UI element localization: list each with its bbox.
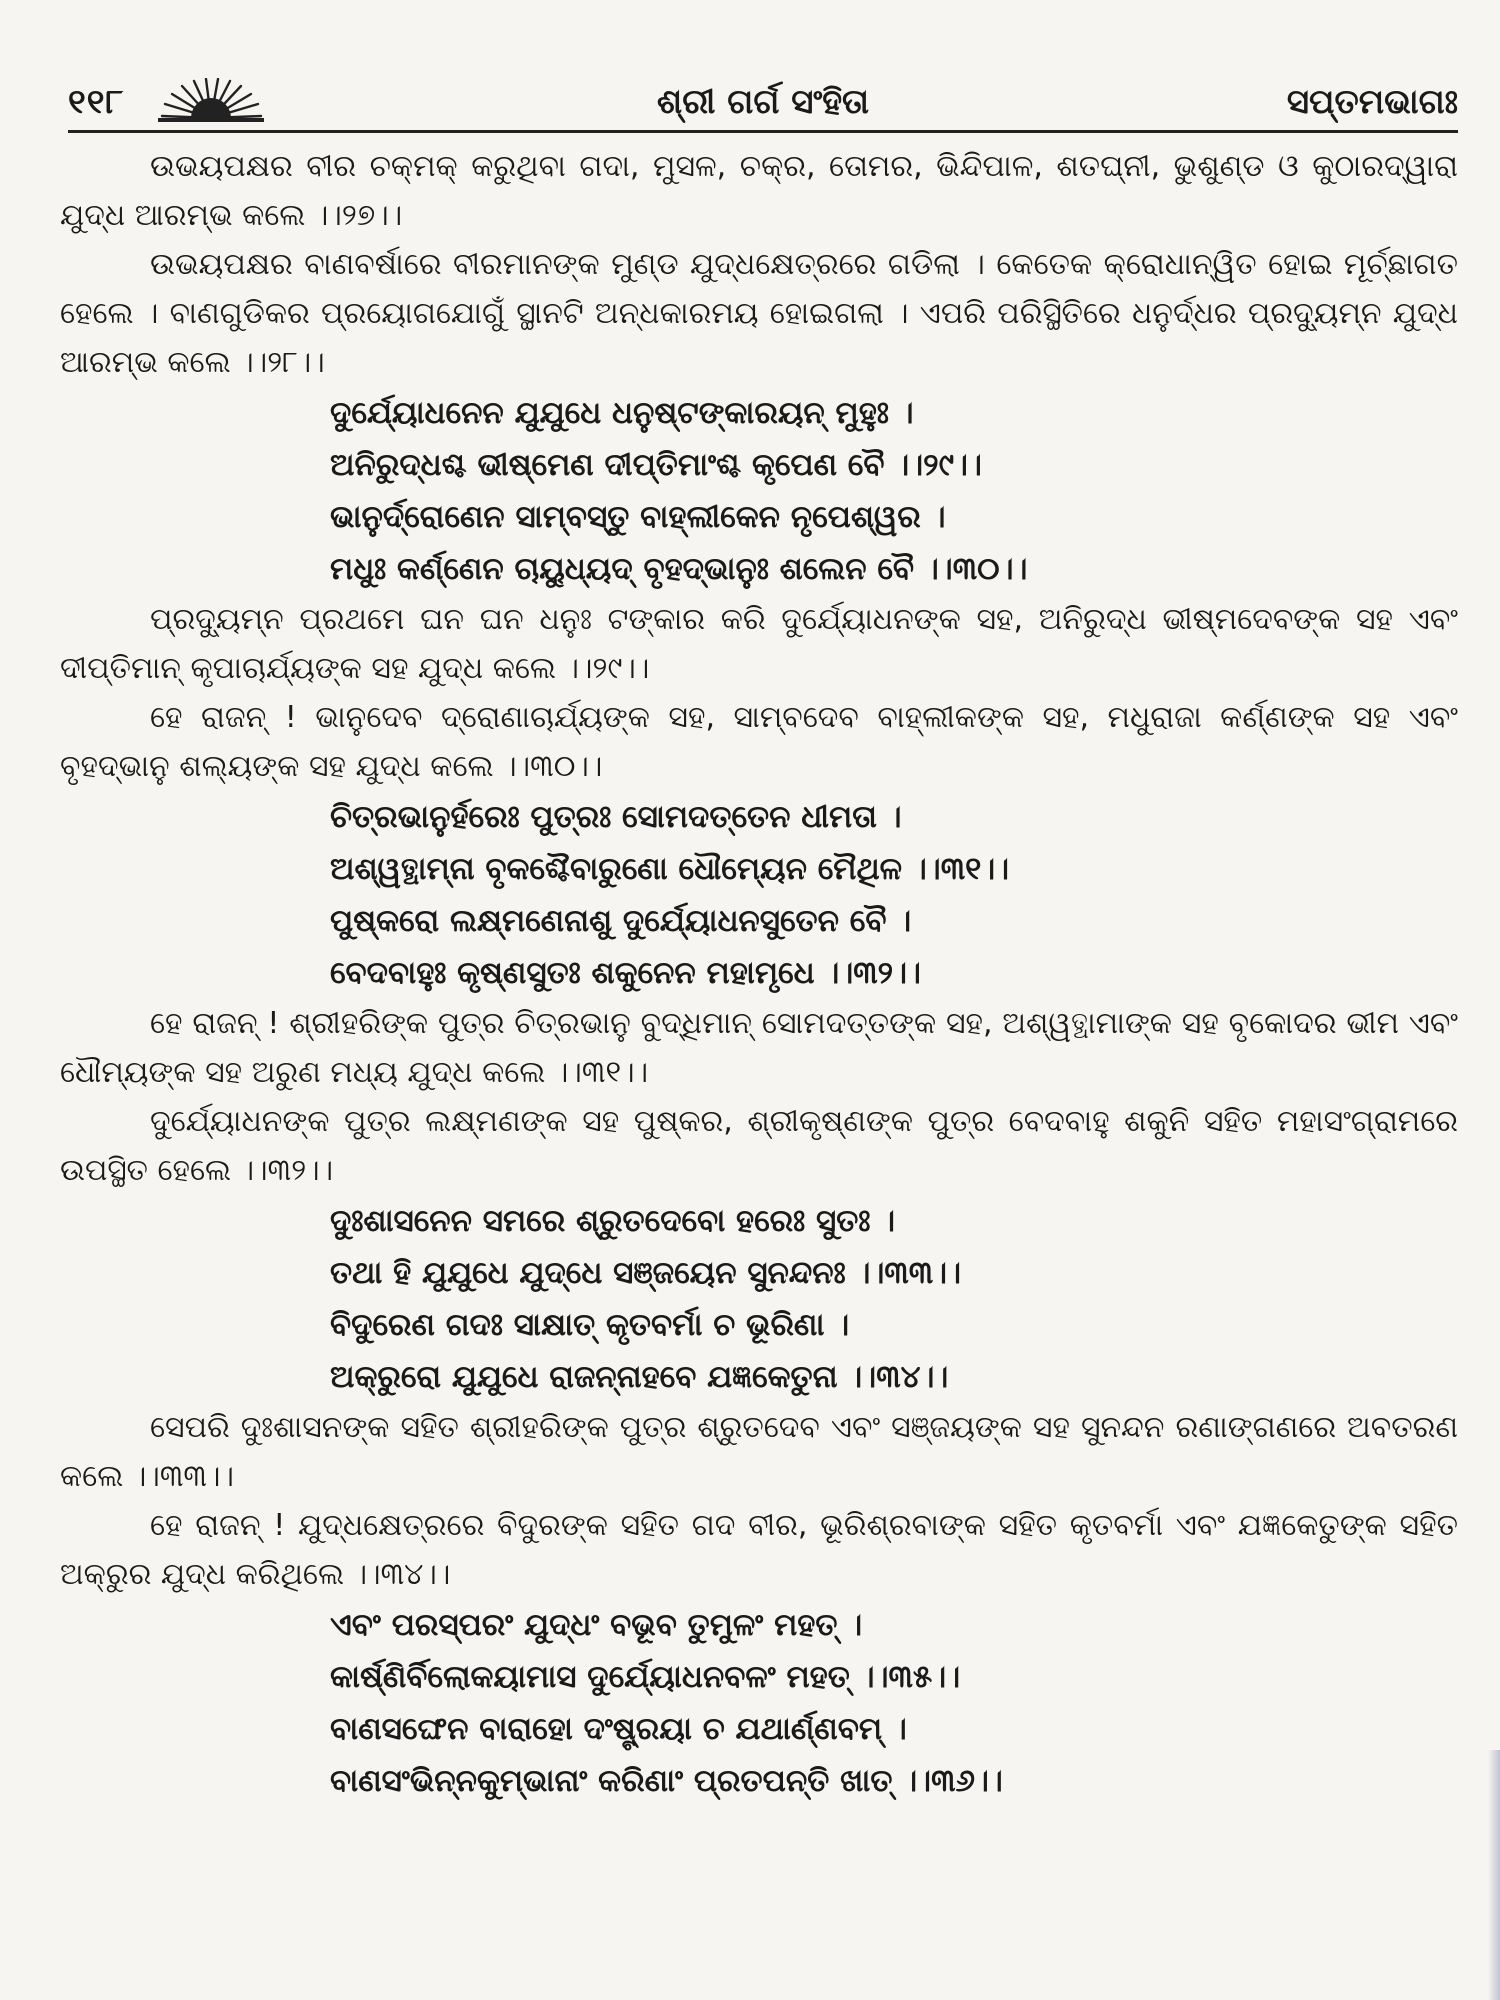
page-header — [68, 78, 1458, 130]
prose-paragraph-29: ପ୍ରଦ୍ୟୁମ୍ନ ପ୍ରଥମେ ଘନ ଘନ ଧନୁଃ ଟଙ୍କାର କରି ଦୁର୍ଯ୍ୟୋଧନଙ୍କ ସହ, ଅନିରୁଦ୍ଧ ଭୀଷ୍ମଦେବଙ୍କ ସହ ଏବଂ ଦୀପ୍ତିମାନ୍ କୃପାଚାର୍ଯ୍ୟଙ୍କ ସହ ଯୁଦ୍ଧ କଲେ ।।୨୯।। — [60, 602, 1458, 686]
verse-line: କାର୍ଷ୍ଣିର୍ବିଲୋକୟାମାସ ଦୁର୍ଯ୍ୟୋଧନବଳଂ ମହତ୍ ।।୩୫।। — [330, 1659, 961, 1695]
verse-line: ଚିତ୍ରଭାନୁର୍ହରେଃ ପୁତ୍ରଃ ସୋମଦତ୍ତେନ ଧୀମତା । — [330, 799, 902, 835]
page-edge-shadow — [1488, 1750, 1500, 2000]
verse-line: ଅନିରୁଦ୍ଧଶ୍ଚ ଭୀଷ୍ମେଣ ଦୀପ୍ତିମାଂଶ୍ଚ କୃପେଣ ବୈ ।।୨୯।। — [330, 447, 982, 483]
prose-paragraph-34: ହେ ରାଜନ୍ ! ଯୁଦ୍ଧକ୍ଷେତ୍ରରେ ବିଦୁରଙ୍କ ସହିତ ଗଦ ବୀର, ଭୂରିଶ୍ରବାଙ୍କ ସହିତ କୃତବର୍ମା ଏବଂ ଯଜ୍ଞକେତୁଙ୍କ ସହିତ ଅକ୍ରୁର ଯୁଦ୍ଧ କରିଥିଲେ ।।୩୪।। — [60, 1508, 1458, 1592]
prose-paragraph-27: ଉଭୟପକ୍ଷର ବୀର ଚକ୍‌ମକ୍ କରୁଥିବା ଗଦା, ମୁସଳ, ଚକ୍ର, ତୋମର, ଭିନ୍ଦିପାଳ, ଶତଘ୍ନୀ, ଭୁଶୁଣ୍ଡ ଓ କୁଠାରଦ୍ୱାରା ଯୁଦ୍ଧ ଆରମ୍ଭ କଲେ ।।୨୭।। — [60, 149, 1458, 233]
verse-line: ବାଣସଙ୍ଘେନ ବାରାହୋ ଦଂଷ୍ଟ୍ରୟା ଚ ଯଥାର୍ଣ୍ଣବମ୍ । — [330, 1711, 907, 1747]
prose-paragraph-31: ହେ ରାଜନ୍ ! ଶ୍ରୀହରିଙ୍କ ପୁତ୍ର ଚିତ୍ରଭାନୁ ବୁଦ୍ଧିମାନ୍ ସୋମଦତ୍ତଙ୍କ ସହ, ଅଶ୍ୱତ୍ଥାମାଙ୍କ ସହ ବୃକୋଦର ଭୀମ ଏବଂ ଧୌମ୍ୟଙ୍କ ସହ ଅରୁଣ ମଧ୍ୟ ଯୁଦ୍ଧ କଲେ ।।୩୧।। — [60, 1006, 1458, 1090]
page-number: ୧୧୮ — [68, 82, 125, 122]
prose-paragraph-32: ଦୁର୍ଯ୍ୟୋଧନଙ୍କ ପୁତ୍ର ଲକ୍ଷ୍ମଣଙ୍କ ସହ ପୁଷ୍କର, ଶ୍ରୀକୃଷ୍ଣଙ୍କ ପୁତ୍ର ବେଦବାହୁ ଶକୁନି ସହିତ ମହାସଂଗ୍ରାମରେ ଉପସ୍ଥିତ ହେଲେ ।।୩୨।। — [60, 1104, 1458, 1188]
verse-line: ଅକ୍ରୁରୋ ଯୁଯୁଧେ ରାଜନ୍ନାହବେ ଯଜ୍ଞକେତୁନା ।।୩୪।। — [330, 1359, 949, 1395]
book-title: ଶ୍ରୀ ଗର୍ଗ ସଂହିତା — [656, 82, 870, 122]
sanskrit-verse-35-36 — [60, 1599, 1458, 1807]
verse-line: ବିଦୁରେଣ ଗଦଃ ସାକ୍ଷାତ୍ କୃତବର୍ମା ଚ ଭୂରିଣା । — [330, 1307, 850, 1343]
verse-line: ପୁଷ୍କରୋ ଲକ୍ଷ୍ମଣେନାଶୁ ଦୁର୍ଯ୍ୟୋଧନସୁତେନ ବୈ । — [330, 903, 912, 939]
verse-line: ମଧୁଃ କର୍ଣ୍ଣେନ ଚାୟୁଧ୍ୟଦ୍ ବୃହଦ୍‌ଭାନୁଃ ଶଲେନ ବୈ ।।୩୦।। — [330, 551, 1028, 587]
verse-line: ବେଦବାହୁଃ କୃଷ୍ଣସୁତଃ ଶକୁନେନ ମହାମୃଧେ ।।୩୨।। — [330, 955, 921, 991]
sanskrit-verse-29-30 — [60, 387, 1458, 595]
prose-paragraph-33: ସେପରି ଦୁଃଶାସନଙ୍କ ସହିତ ଶ୍ରୀହରିଙ୍କ ପୁତ୍ର ଶ୍ରୁତଦେବ ଏବଂ ସଞ୍ଜୟଙ୍କ ସହ ସୁନନ୍ଦନ ରଣାଙ୍ଗଣରେ ଅବତରଣ କଲେ ।।୩୩।। — [60, 1410, 1458, 1494]
verse-line: ଅଶ୍ୱତ୍ଥାମ୍ନା ବୃକଶ୍ଚୈବାରୁଣୋ ଧୌମ୍ୟେନ ମୈଥିଳ ।।୩୧।। — [330, 851, 1010, 887]
page-content — [60, 142, 1458, 1807]
verse-line: ଦୁଃଶାସନେନ ସମରେ ଶ୍ରୁତଦେବୋ ହରେଃ ସୁତଃ । — [330, 1203, 896, 1239]
section-title: ସପ୍ତମଭାଗଃ — [1286, 82, 1458, 122]
prose-paragraph-28: ଉଭୟପକ୍ଷର ବାଣବର୍ଷାରେ ବୀରମାନଙ୍କ ମୁଣ୍ଡ ଯୁଦ୍ଧକ୍ଷେତ୍ରରେ ଗଡିଲା । କେତେକ କ୍ରୋଧାନ୍ୱିତ ହୋଇ ମୂର୍ଚ୍ଛାଗତ ହେଲେ । ବାଣଗୁଡିକର ପ୍ରୟୋଗଯୋଗୁଁ ସ୍ଥାନଟି ଅନ୍ଧକାରମୟ ହୋଇଗଲା । ଏପରି ପରିସ୍ଥିତିରେ ଧନୁର୍ଦ୍ଧର ପ୍ରଦ୍ୟୁମ୍ନ ଯୁଦ୍ଧ ଆରମ୍ଭ କଲେ ।।୨୮।। — [60, 247, 1458, 380]
prose-paragraph-30: ହେ ରାଜନ୍ ! ଭାନୁଦେବ ଦ୍ରୋଣାଚାର୍ଯ୍ୟଙ୍କ ସହ, ସାମ୍ବଦେବ ବାହ୍ଲୀକଙ୍କ ସହ, ମଧୁରାଜା କର୍ଣ୍ଣଙ୍କ ସହ ଏବଂ ବୃହଦ୍‌ଭାନୁ ଶଲ୍ୟଙ୍କ ସହ ଯୁଦ୍ଧ କଲେ ।।୩୦।। — [60, 700, 1458, 784]
sanskrit-verse-31-32 — [60, 791, 1458, 999]
header-divider — [68, 130, 1458, 133]
verse-line: ବାଣସଂଭିନ୍ନକୁମ୍ଭାନାଂ କରିଣାଂ ପ୍ରତପନ୍ତି ଖାତ୍ ।।୩୬।। — [330, 1763, 1003, 1799]
verse-line: ଏବଂ ପରସ୍ପରଂ ଯୁଦ୍ଧଂ ବଭୂବ ତୁମୁଳଂ ମହତ୍ । — [330, 1607, 863, 1643]
sanskrit-verse-33-34 — [60, 1195, 1458, 1403]
verse-line: ତଥା ହି ଯୁଯୁଧେ ଯୁଦ୍ଧେ ସଞ୍ଜୟେନ ସୁନନ୍ଦନଃ ।।୩୩।। — [330, 1255, 962, 1291]
verse-line: ଭାନୁର୍ଦ୍ରୋଣେନ ସାମ୍ବସ୍ତୁ ବାହ୍ଲୀକେନ ନୃପେଶ୍ୱର । — [330, 499, 946, 535]
verse-line: ଦୁର୍ଯ୍ୟୋଧନେନ ଯୁଯୁଧେ ଧନୁଷ୍ଟଙ୍କାରୟନ୍ ମୁହୁଃ । — [330, 395, 914, 431]
